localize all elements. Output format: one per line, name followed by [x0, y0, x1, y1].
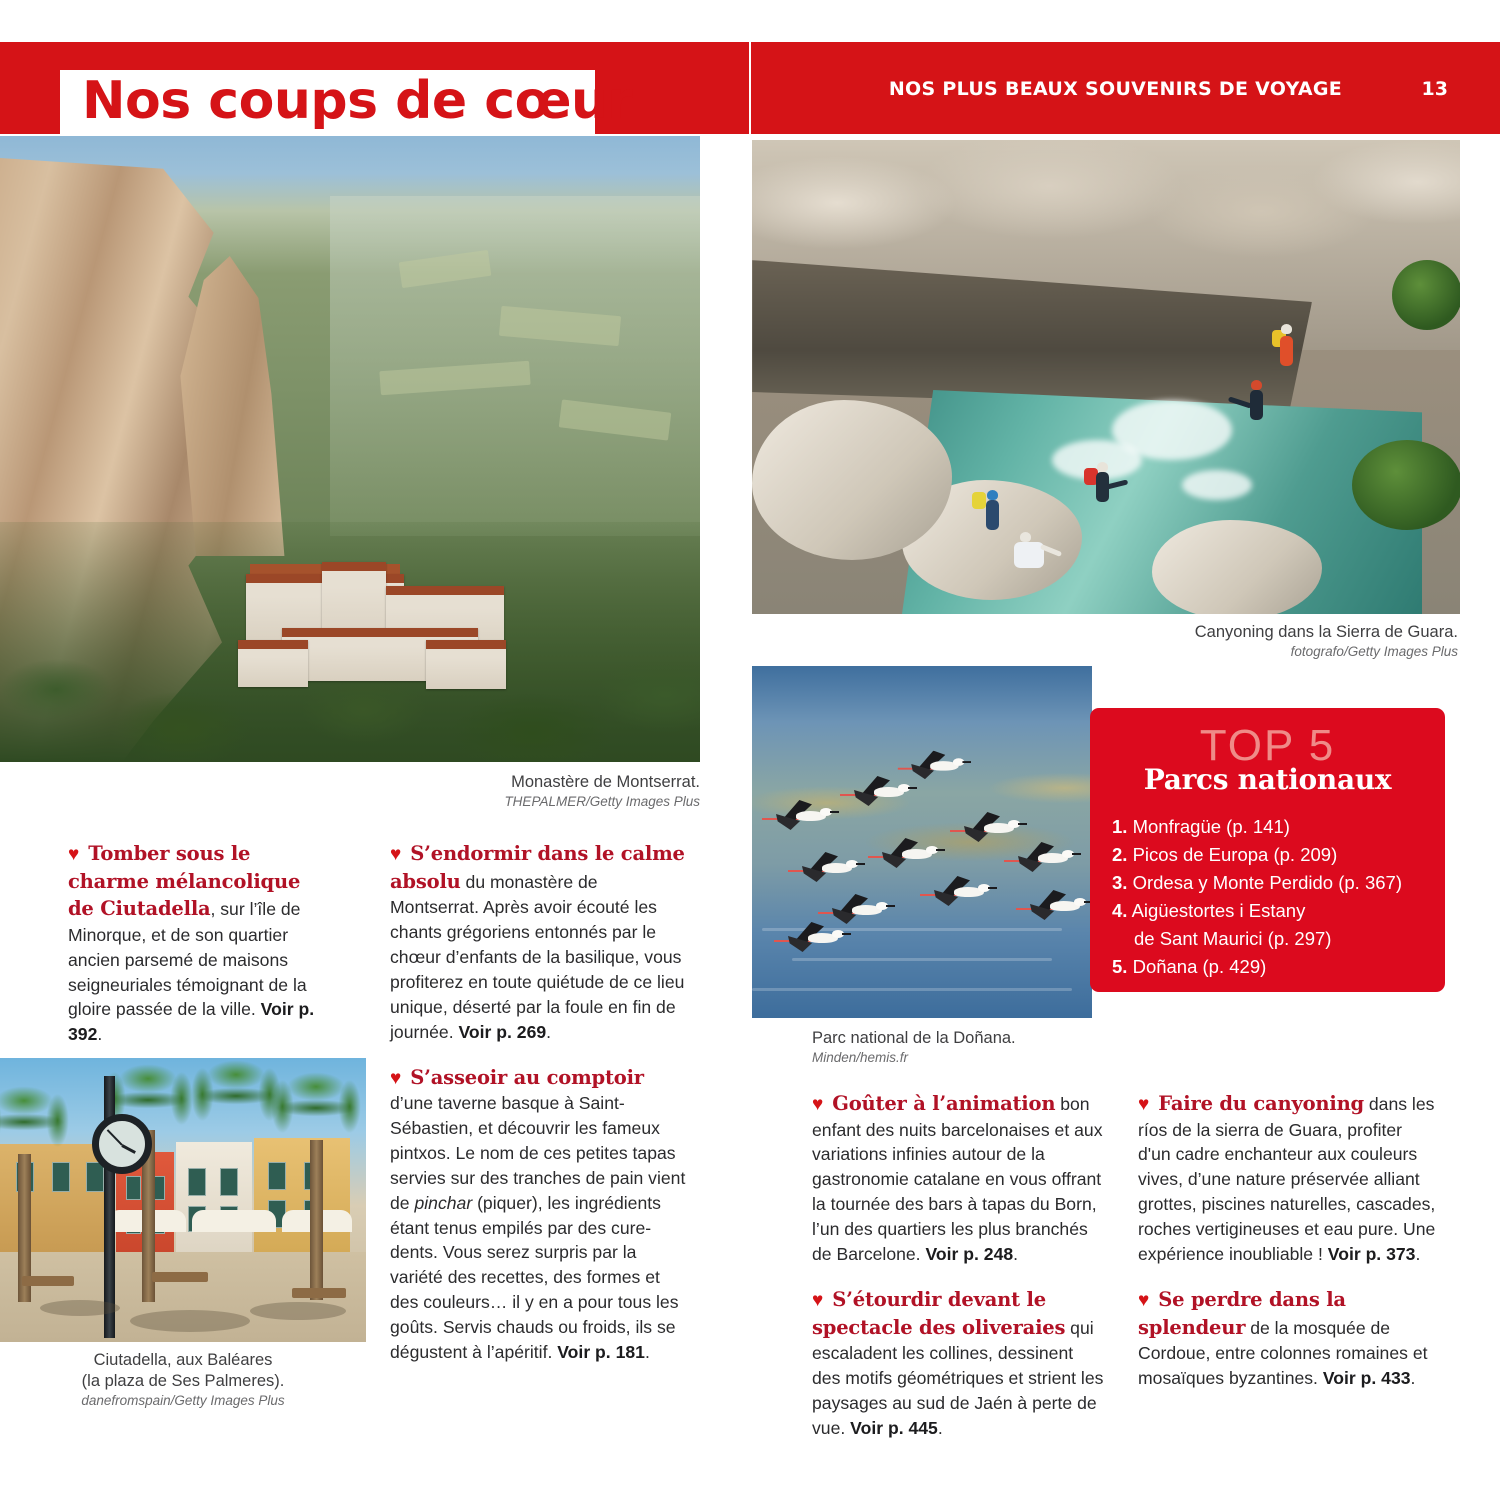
text-column-4 — [1138, 1090, 1438, 1391]
page-reference: Voir p. 445 — [850, 1417, 938, 1438]
item-number: 5. — [1112, 956, 1128, 978]
bird-stilt — [896, 751, 970, 776]
caption-line-1: Ciutadella, aux Baléares — [93, 1351, 273, 1369]
entry-body: qui escaladent les collines, dessinent des motifs géométriques et strient les paysages au sud de Jaén à perte de vue. — [812, 1317, 1104, 1438]
bird-stilt — [1014, 890, 1092, 916]
item-number: 4. — [1112, 900, 1128, 922]
heart-icon: ♥ — [812, 1289, 824, 1311]
coup-de-coeur-entry — [390, 1064, 690, 1365]
text-column-1 — [68, 840, 330, 1047]
bird-stilt — [786, 852, 864, 878]
caption-canyoning — [1028, 622, 1458, 661]
caption-text: Monastère de Montserrat. — [511, 773, 700, 791]
caption-line-2: (la plaza de Ses Palmeres). — [81, 1372, 285, 1391]
palm-trunk — [310, 1140, 323, 1300]
text-column-3 — [812, 1090, 1106, 1441]
bird-stilt — [866, 838, 944, 864]
list-item — [1112, 869, 1423, 897]
caption-donana — [812, 1028, 1142, 1067]
entry-tail: . — [644, 1341, 650, 1362]
heart-icon: ♥ — [1138, 1094, 1150, 1115]
entry-lead: S’étourdir devant le spectacle des oliveraies — [812, 1287, 1066, 1339]
entry-lead: S’endormir dans le calme absolu — [390, 842, 685, 893]
entry-tail: . — [546, 1021, 552, 1042]
bird-stilt — [918, 876, 996, 902]
coup-de-coeur-entry — [1138, 1090, 1438, 1267]
boulder — [752, 400, 952, 560]
entry-italic-term: pinchar — [414, 1192, 473, 1213]
page-number: 13 — [1421, 78, 1448, 100]
page-reference: Voir p. 373 — [1327, 1244, 1416, 1265]
entry-tail: . — [97, 1024, 103, 1045]
photo-credit: THEPALMER/Getty Images Plus — [504, 794, 700, 810]
item-label: Ordesa y Monte Perdido (p. 367) — [1132, 872, 1402, 894]
item-label: Picos de Europa (p. 209) — [1132, 843, 1338, 865]
list-item — [1112, 841, 1423, 869]
entry-body: du monastère de Montserrat. Après avoir écouté les chants grégoriens entonnés par le chœur d’enfants de la basilique, vous profiterez en toute quiétude de ce lieu unique, déserté par la foule en fin de journée. — [390, 871, 685, 1042]
entry-tail: . — [1410, 1367, 1416, 1388]
vegetation — [1352, 440, 1460, 530]
item-number: 2. — [1112, 843, 1128, 865]
top5-title: Parcs nationaux — [1143, 762, 1392, 796]
coup-de-coeur-entry — [1138, 1286, 1438, 1391]
entry-body: dans les ríos de la sierra de Guara, profiter d'un cadre enchanteur aux couleurs vives, d’une nature préservée alliant grottes, piscines naturelles, cascades, roches vertigineuses et eau pure. Une expérience inoubliable ! — [1138, 1094, 1436, 1265]
entry-tail: . — [1013, 1244, 1019, 1265]
item-number: 1. — [1112, 815, 1128, 837]
heart-icon: ♥ — [390, 844, 402, 865]
building — [176, 1142, 252, 1258]
bird-stilt — [760, 800, 838, 826]
monastery-buildings — [230, 556, 520, 706]
item-label: Monfragüe (p. 141) — [1132, 815, 1290, 837]
coup-de-coeur-entry — [68, 840, 330, 1047]
entry-lead: Tomber sous le charme mélancolique de Ciutadella — [68, 842, 301, 921]
bench — [22, 1276, 74, 1286]
list-item — [1112, 897, 1423, 953]
page-reference: Voir p. 248 — [925, 1244, 1014, 1265]
entry-tail: . — [1415, 1244, 1421, 1265]
building — [0, 1144, 112, 1256]
list-item — [1112, 953, 1423, 981]
page-reference: Voir p. 181 — [557, 1341, 645, 1362]
street-clock — [92, 1114, 152, 1174]
bird-stilt — [948, 812, 1026, 838]
bird-stilt — [838, 776, 916, 802]
heart-icon: ♥ — [812, 1094, 824, 1115]
top5-list — [1112, 813, 1423, 982]
palm-tree — [256, 1070, 366, 1146]
entry-body: bon enfant des nuits barcelonaises et aux variations infinies autour de la gastronomie catalane en vous offrant la tournée des bars à tapas du Born, l’un des quartiers les plus branchés de Barcelone. — [812, 1094, 1103, 1265]
boulder — [1152, 520, 1322, 614]
page-reference: Voir p. 392 — [68, 999, 315, 1045]
cafe-awning — [192, 1210, 276, 1232]
photo-canyoning-sierra-de-guara — [752, 140, 1460, 614]
page-reference: Voir p. 433 — [1322, 1367, 1411, 1388]
entry-body: de la mosquée de Cordoue, entre colonnes romaines et mosaïques byzantines. — [1138, 1317, 1428, 1388]
item-label: Doñana (p. 429) — [1132, 956, 1267, 978]
caption-ciutadella — [0, 1350, 366, 1410]
palm-tree — [0, 1084, 84, 1160]
top5-kicker: TOP 5 — [1199, 721, 1336, 770]
bench — [292, 1288, 346, 1298]
entry-lead: S’asseoir au comptoir — [410, 1065, 644, 1089]
entry-tail: . — [937, 1417, 943, 1438]
coup-de-coeur-entry — [812, 1090, 1106, 1267]
item-label-continued: de Sant Maurici (p. 297) — [1134, 928, 1332, 950]
page-title: Nos coups de cœur — [82, 71, 633, 131]
heart-icon: ♥ — [390, 1067, 402, 1089]
item-number: 3. — [1112, 872, 1128, 894]
list-item — [1112, 813, 1423, 841]
page-reference: Voir p. 269 — [458, 1021, 547, 1042]
coup-de-coeur-entry — [812, 1286, 1106, 1441]
bench — [152, 1272, 208, 1282]
entry-lead: Goûter à l’animation — [832, 1092, 1056, 1115]
item-label: Aigüestortes i Estany — [1131, 900, 1306, 922]
photo-credit: danefromspain/Getty Images Plus — [81, 1393, 285, 1409]
photo-parc-national-donana — [752, 666, 1092, 1018]
photo-monastere-de-montserrat — [0, 136, 700, 762]
building — [254, 1138, 350, 1258]
entry-body-continued: (piquer), les ingrédients étant tenus empilés par des cure-dents. Vous serez surpris par la variété des recettes, des formes et des couleurs… il y en a pour tous les goûts. Servis chauds ou froids, ils se dégustent à l’apéritif. — [390, 1192, 679, 1362]
text-column-2 — [390, 840, 690, 1365]
bird-stilt — [816, 894, 894, 920]
running-head: NOS PLUS BEAUX SOUVENIRS DE VOYAGE — [888, 78, 1342, 100]
caption-montserrat — [280, 772, 700, 811]
heart-icon: ♥ — [1138, 1289, 1150, 1311]
bird-stilt — [772, 922, 850, 948]
photo-credit: Minden/hemis.fr — [812, 1050, 909, 1066]
coup-de-coeur-entry — [390, 840, 690, 1045]
entry-body: , sur l’île de Minorque, et de son quartier ancien parsemé de maisons seigneuriales témoignant de la gloire passée de la ville. — [68, 899, 307, 1020]
caption-text: Canyoning dans la Sierra de Guara. — [1194, 623, 1458, 641]
entry-body: d’une taverne basque à Saint-Sébastien, et découvrir les fameux pintxos. Le nom de ces petites tapas servies sur des tranches de pain vient de — [390, 1093, 686, 1213]
entry-lead: Se perdre dans la splendeur — [1138, 1287, 1346, 1339]
entry-lead: Faire du canyoning — [1158, 1092, 1364, 1115]
vegetation — [1392, 260, 1460, 330]
top5-parcs-nationaux-box — [1090, 708, 1445, 992]
caption-text: Parc national de la Doñana. — [812, 1029, 1016, 1047]
photo-credit: fotografo/Getty Images Plus — [1290, 644, 1458, 660]
heart-icon: ♥ — [68, 844, 80, 865]
photo-ciutadella-plaza — [0, 1058, 366, 1342]
bird-stilt — [1002, 842, 1080, 868]
page-header-banner — [0, 42, 1500, 134]
